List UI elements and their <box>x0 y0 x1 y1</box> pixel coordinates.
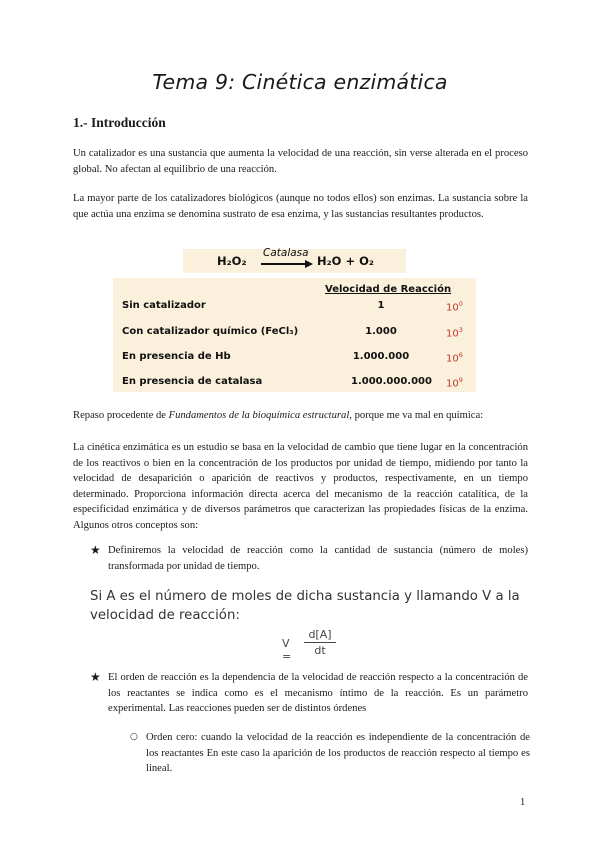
table-row <box>113 351 476 373</box>
row-value: 1.000.000.000 <box>351 376 432 387</box>
reaction-products: H₂O + O₂ <box>317 254 374 268</box>
row-label: Con catalizador químico (FeCl₃) <box>122 326 299 337</box>
row-power: $10^0$ <box>446 300 463 314</box>
formula-fraction <box>304 628 336 657</box>
formula-denominator: dt <box>314 644 326 657</box>
cited-book-title: Fundamentos de la bioquímica estructural <box>168 410 350 421</box>
bullet-text: El orden de reacción es la dependencia de la velocidad de reacción respecto a la concentración de los reactantes se indica como es el mecanismo íntimo de la reacción. Es un parámetro experimental. Las reacciones pueden ser de distintos órdenes <box>108 672 528 715</box>
paragraph-catalyst-definition: Un catalizador es una sustancia que aumenta la velocidad de una reacción, sin verse alterada en el proceso global. No afectan al equilibrio de una reacción. <box>73 148 528 175</box>
rate-table-header: Velocidad de Reacción <box>325 284 452 295</box>
reaction-equation-box <box>183 249 406 273</box>
reaction-catalyst-label: Catalasa <box>263 247 309 259</box>
table-row <box>113 376 476 398</box>
reaction-arrow-icon <box>261 260 313 268</box>
reaction-rate-table <box>113 278 476 392</box>
row-power: $10^6$ <box>446 351 463 365</box>
row-power: $10^3$ <box>446 326 463 340</box>
reaction-reactant: H₂O₂ <box>217 254 247 268</box>
row-label: En presencia de Hb <box>122 351 231 362</box>
fraction-bar <box>304 642 336 643</box>
table-row <box>113 326 476 348</box>
table-row <box>113 300 476 322</box>
formula-numerator: d[A] <box>308 628 332 641</box>
row-power: $10^9$ <box>446 376 463 390</box>
star-bullet-icon: ★ <box>90 670 101 684</box>
star-bullet-icon: ★ <box>90 543 101 557</box>
formula-lhs: V = <box>282 637 292 663</box>
paragraph-enzymes: La mayor parte de los catalizadores biológicos (aunque no todos ellos) son enzimas. La sustancia sobre la que actúa una enzima se denomina sustrato de esa enzima, y las sustancias resultantes productos. <box>73 193 528 220</box>
row-value: 1.000.000 <box>352 351 410 362</box>
row-value: 1 <box>377 300 385 311</box>
row-label: En presencia de catalasa <box>122 376 263 387</box>
page-number: 1 <box>520 797 526 808</box>
row-label: Sin catalizador <box>122 300 206 311</box>
circle-bullet-icon: ○ <box>130 732 138 742</box>
section-heading: 1.- Introducción <box>73 115 166 130</box>
page-title: Tema 9: Cinética enzimática <box>152 70 448 94</box>
bullet-text: Definiremos la velocidad de reacción como la cantidad de sustancia (número de moles) transformada por unidad de tiempo. <box>108 545 528 572</box>
paragraph-review-source: Repaso procedente de Fundamentos de la bioquímica estructural, porque me va mal en química: <box>73 410 484 421</box>
embedded-text-image: Si A es el número de moles de dicha sustancia y llamando V a la velocidad de reacción: <box>90 589 520 623</box>
row-value: 1.000 <box>365 326 397 337</box>
paragraph-enzyme-kinetics: La cinética enzimática es un estudio se basa en la velocidad de cambio que tiene lugar en la concentración de los reactivos o bien en la concentración de los productos por unidad de tiempo, midiendo por tanto la velocidad de desaparición o aparición de reactivos y productos, respectivamente, en un tiempo determinado. Proporciona información directa acerca del mecanismo de la reacción catalítica, de la especificidad enzimática y de diversos parámetros que caracterizan las propiedades físicas de la enzima. Algunos otros conceptos son: <box>73 442 528 531</box>
sub-bullet-text: Orden cero: cuando la velocidad de la reacción es independiente de la concentración de los reactantes En este caso la aparición de los productos de reacción respecto al tiempo es lineal. <box>146 732 530 775</box>
